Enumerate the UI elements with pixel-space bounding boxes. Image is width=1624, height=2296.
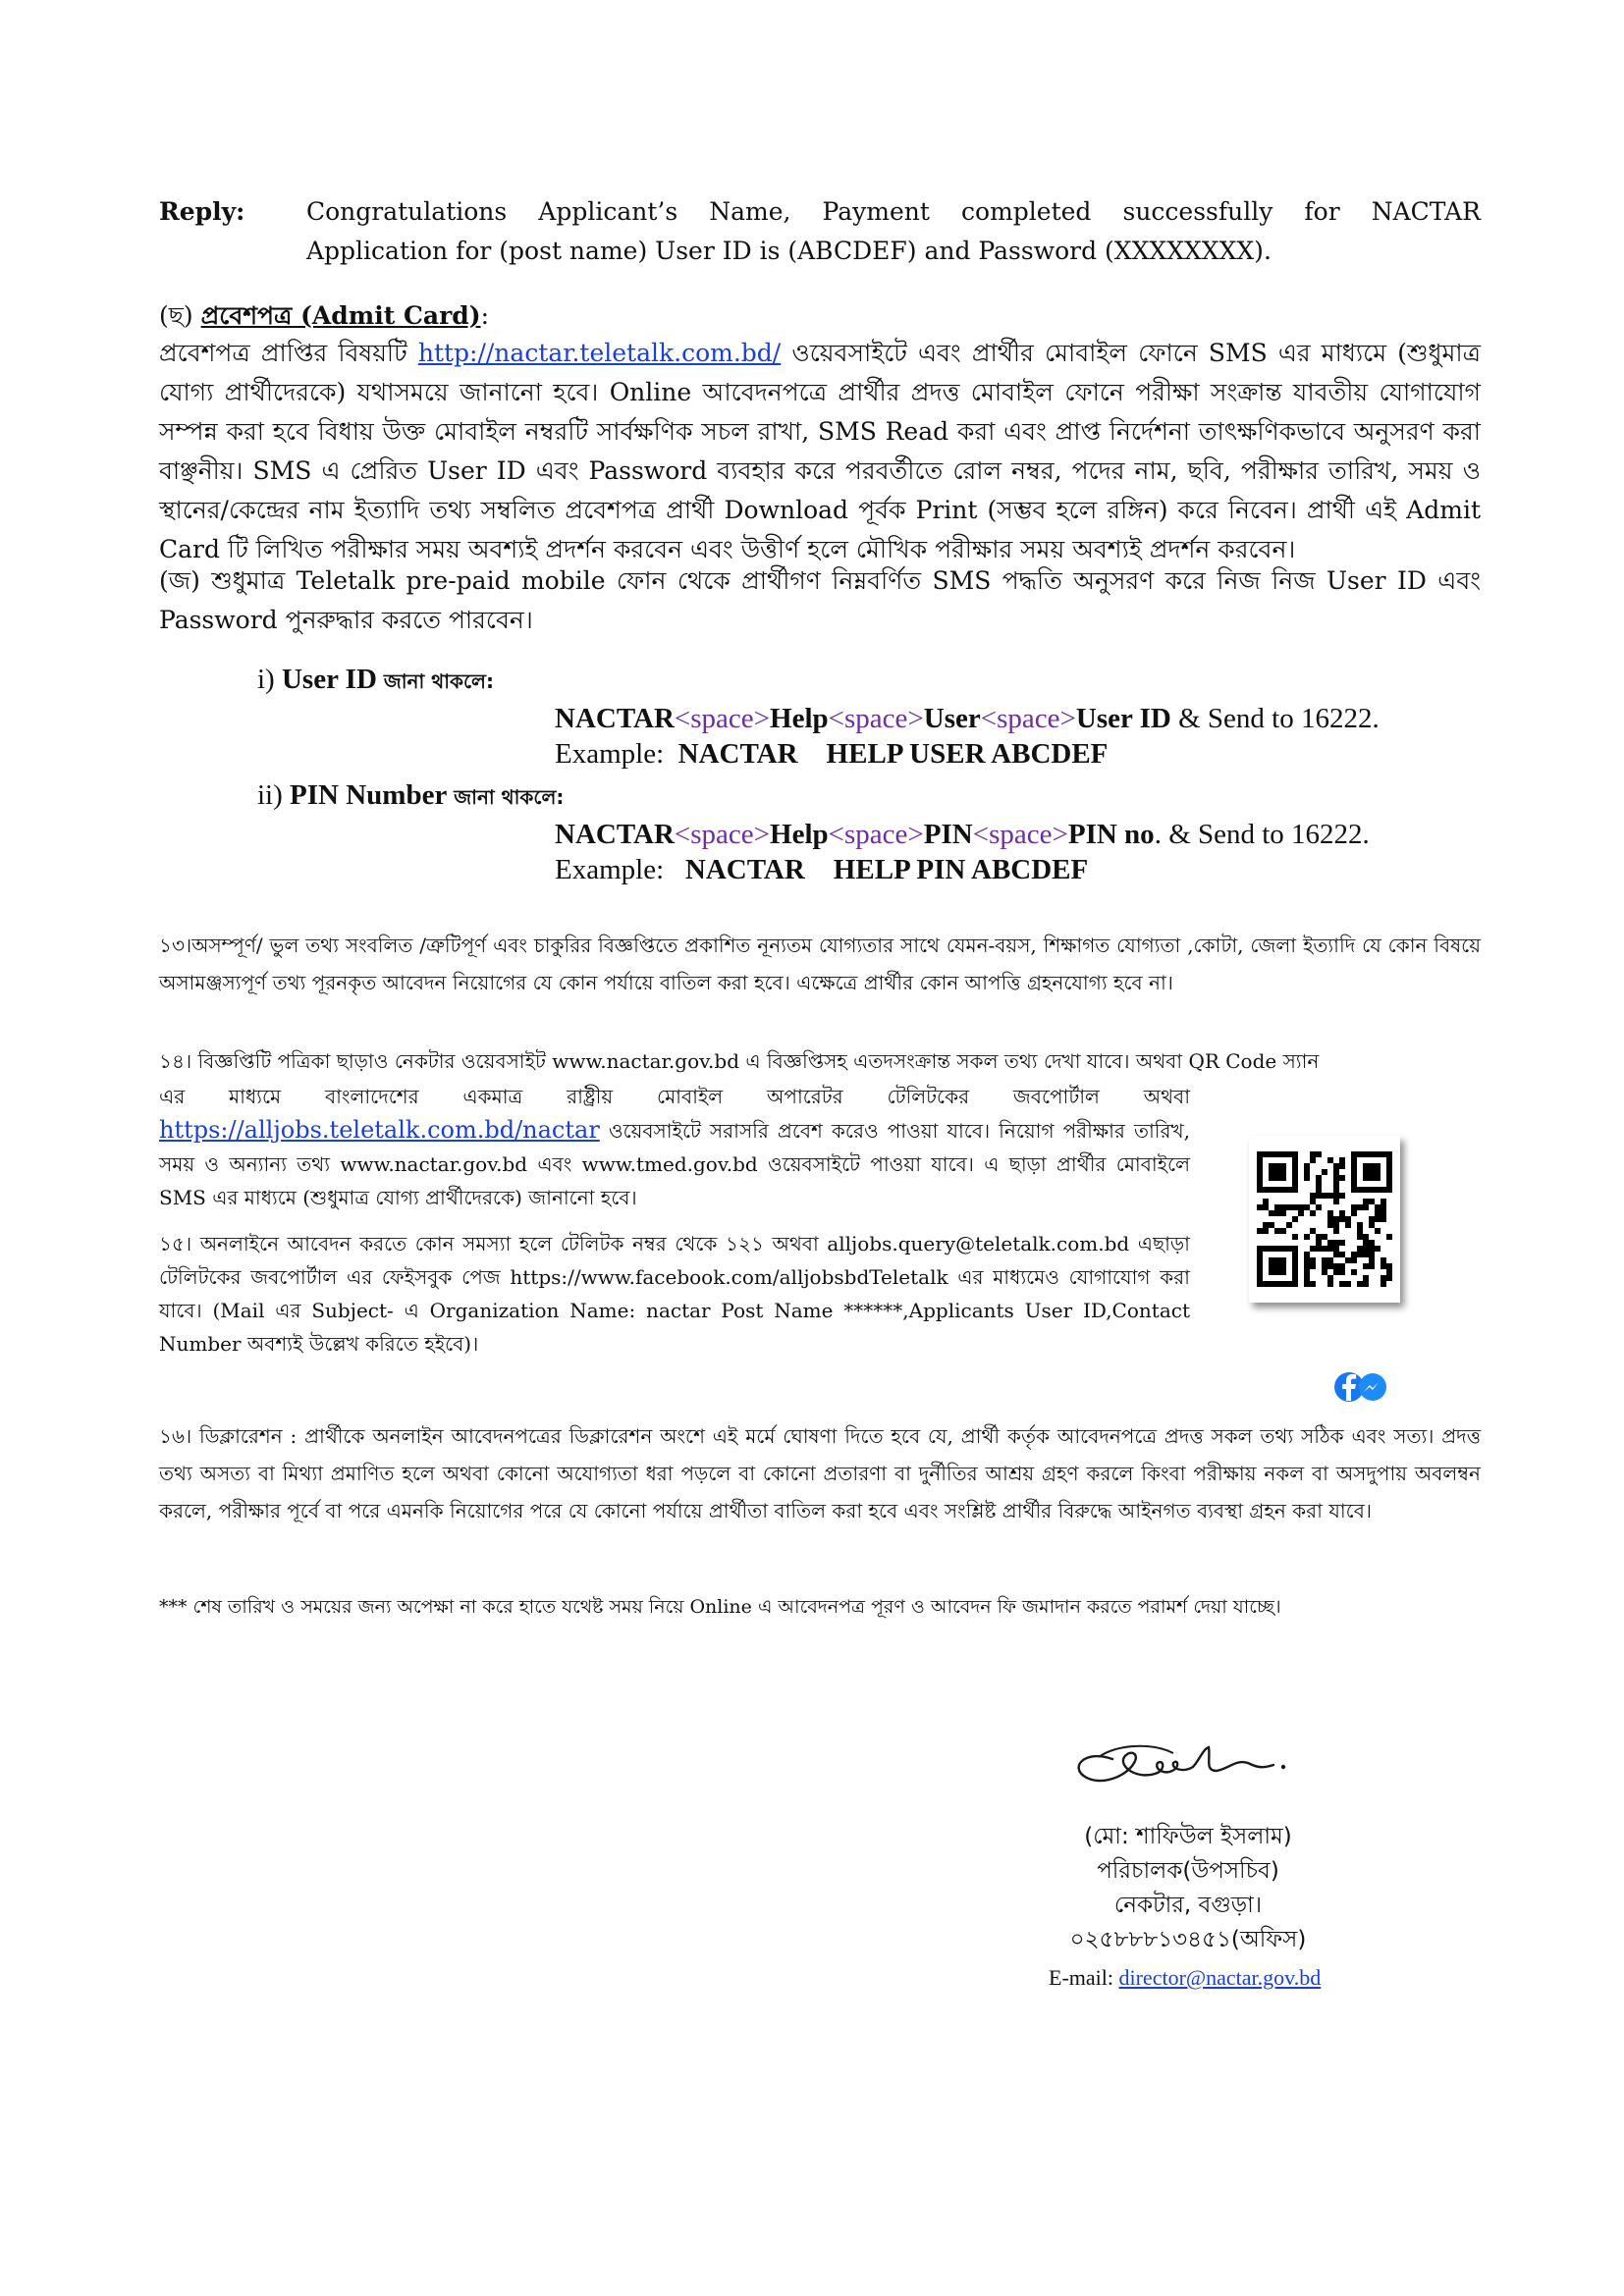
handwritten-signature xyxy=(1056,1720,1321,1808)
director-email-link[interactable]: director@nactar.gov.bd xyxy=(1118,1965,1322,1990)
reply-text xyxy=(306,192,1481,271)
reply-label: Reply: xyxy=(159,197,245,226)
messenger-icon[interactable] xyxy=(1359,1373,1386,1401)
signatory-office: নেকটার, বগুড়া। xyxy=(1113,1893,1263,1918)
clause-14-line-1: ১৪। বিজ্ঞপ্তিটি পত্রিকা ছাড়াও নেকটার ওয়েবসাইট www.nactar.gov.bd এ বিজ্ঞপ্তিসহ এতদসংক্রান্ত সকল তথ্য দেখা যাবে। অথবা QR Code স্যান xyxy=(159,1049,1320,1073)
reply-line-2: Application for (post name) User ID is (ABCDEF) and Password (XXXXXXXX). xyxy=(306,237,1272,265)
space-token: <space> xyxy=(828,819,924,850)
admit-paragraph: প্রবেশপত্র প্রাপ্তির বিষয়টি http://nactar.teletalk.com.bd/ ওয়েবসাইটে এবং প্রার্থীর মোবাইল ফোনে SMS এর মাধ্যমে (শুধুমাত্র যোগ্য প্রার্থীদেরকে) যথাসময়ে জানানো হবে। Online আবেদনপত্রে প্রার্থীর প্রদত্ত মোবাইল ফোনে পরীক্ষা সংক্রান্ত যাবতীয় যোগাযোগ সম্পন্ন করা হবে বিধায় উক্ত মোবাইল নম্বরটি সার্বক্ষণিক সচল রাখা, SMS Read করা এবং প্রাপ্ত নির্দেশনা তাৎক্ষণিকভাবে অনুসরণ করা বাঞ্ছনীয়। SMS এ প্রেরিত User ID এবং Password ব্যবহার করে পরবর্তীতে রোল নম্বর, পদের নাম, ছবি, পরীক্ষার তারিখ, সময় ও স্থানের/কেন্দ্রের নাম ইত্যাদি তথ্য সম্বলিত প্রবেশপত্র প্রার্থী Download পূর্বক Print (সম্ভব হলে রঙ্গিন) করে নিবেন। প্রার্থী এই Admit Card টি লিখিত পরীক্ষার সময় অবশ্যই প্রদর্শন করবেন এবং উত্তীর্ণ হলে মৌখিক পরীক্ষার সময় অবশ্যই প্রদর্শন করবেন। xyxy=(159,339,1481,563)
reply-line-1: Congratulations Applicant’s Name, Payment completed successfully for NACTAR xyxy=(306,197,1481,226)
signature-block xyxy=(1021,1820,1355,1957)
clause-13: ১৩।অসম্পূর্ণ/ ভুল তথ্য সংবলিত /ত্রুটিপূর্ণ এবং চাকুরির বিজ্ঞপ্তিতে প্রকাশিত নূন্যতম যোগ্যতার সাথে যেমন-বয়স, শিক্ষাগত যোগ্যতা ,কোটা, জেলা ইত্যাদি যে কোন বিষয়ে অসামঞ্জস্যপূর্ণ তথ্য পূরনকৃত আবেদন নিয়োগের যে কোন পর্যায়ে বাতিল করা হবে। এক্ষেত্রে প্রার্থীর কোন আপত্তি গ্রহনযোগ্য হবে না। xyxy=(159,934,1481,994)
sms-pin-example: Example: NACTAR HELP PIN ABCDEF xyxy=(555,854,1089,885)
clause-15: ১৫। অনলাইনে আবেদন করতে কোন সমস্যা হলে টেলিটক নম্বর থেকে ১২১ অথবা alljobs.query@teletalk.com.bd এছাড়া টেলিটকের জবপোর্টাল এর ফেইসবুক পেজ https://www.facebook.com/alljobsbdTeletalk এর মাধ্যমেও যোগাযোগ করা যাবে। (Mail এর Subject- এ Organization Name: nactar Post Name ******,Applicants User ID,Contact Number অবশ্যই উল্লেখ করিতে হইবে)। xyxy=(159,1232,1190,1356)
admit-heading-title: প্রবেশপত্র (Admit Card) xyxy=(200,301,481,330)
sms-userid-example: Example: NACTAR HELP USER ABCDEF xyxy=(555,738,1109,770)
nactar-teletalk-link[interactable]: http://nactar.teletalk.com.bd/ xyxy=(417,339,782,367)
signatory-name: (মো: শাফিউল ইসলাম) xyxy=(1084,1824,1292,1849)
signatory-phone: ০২৫৮৮৮১৩৪৫১(অফিস) xyxy=(1069,1927,1307,1952)
signatory-designation: পরিচালক(উপসচিব) xyxy=(1097,1858,1279,1884)
space-token: <space> xyxy=(972,819,1068,850)
space-token: <space> xyxy=(674,819,771,850)
space-token: <space> xyxy=(674,703,771,734)
qr-code-graphic xyxy=(1249,1136,1400,1303)
clause-14-rest: এর মাধ্যমে বাংলাদেশের একমাত্র রাষ্ট্রীয় মোবাইল অপারেটর টেলিটকের জবপোর্টাল অথবা https://alljobs.teletalk.com.bd/nactar ওয়েবসাইটে সরাসরি প্রবেশ করেও পাওয়া যাবে। নিয়োগ পরীক্ষার তারিখ, সময় ও অন্যান্য তথ্য www.nactar.gov.bd এবং www.tmed.gov.bd ওয়েবসাইটে পাওয়া যাবে। এ ছাড়া প্রার্থীর মোবাইলে SMS এর মাধ্যমে (শুধুমাত্র যোগ্য প্রার্থীদেরকে) জানানো হবে। xyxy=(159,1085,1190,1209)
alljobs-nactar-link[interactable]: https://alljobs.teletalk.com.bd/nactar xyxy=(159,1116,600,1144)
admit-heading: (ছ) প্রবেশপত্র (Admit Card): xyxy=(159,301,489,330)
final-note: *** শেষ তারিখ ও সময়ের জন্য অপেক্ষা না করে হাতে যথেষ্ট সময় নিয়ে Online এ আবেদনপত্র পূরণ ও আবেদন ফি জমাদান করতে পরামর্শ দেয়া যাচ্ছে। xyxy=(159,1596,1281,1618)
sms-userid-label: i) User ID জানা থাকলে: xyxy=(257,664,494,695)
sms-userid-format: NACTAR<space>Help<space>User<space>User ID & Send to 16222. xyxy=(555,703,1380,734)
social-icons xyxy=(1333,1367,1392,1407)
qr-code-icon xyxy=(1249,1136,1400,1303)
clause-16: ১৬। ডিক্লারেশন : প্রার্থীকে অনলাইন আবেদনপত্রের ডিক্লারেশন অংশে এই মর্মে ঘোষণা দিতে হবে যে, প্রার্থী কর্তৃক আবেদনপত্রে প্রদত্ত সকল তথ্য সঠিক এবং সত্য। প্রদত্ত তথ্য অসত্য বা মিথ্যা প্রমাণিত হলে অথবা কোনো অযোগ্যতা ধরা পড়লে বা কোনো প্রতারণা বা দুর্নীতির আশ্রয় গ্রহণ করলে কিংবা পরীক্ষায় নকল বা অসদুপায় অবলম্বন করলে, পরীক্ষার পূর্বে বা পরে এমনকি নিয়োগের পরে যে কোনো পর্যায়ে প্রার্থীতা বাতিল করা হবে এবং সংশ্লিষ্ট প্রার্থীর বিরুদ্ধে আইনগত ব্যবস্থা গ্রহন করা যাবে। xyxy=(159,1424,1481,1522)
signatory-email-line: E-mail: director@nactar.gov.bd xyxy=(1049,1965,1322,1990)
sms-pin-label: ii) PIN Number জানা থাকলে: xyxy=(257,779,565,811)
sms-pin-format: NACTAR<space>Help<space>PIN<space>PIN no. & Send to 16222. xyxy=(555,819,1370,850)
recover-paragraph: (জ) শুধুমাত্র Teletalk pre-paid mobile ফোন থেকে প্রার্থীগণ নিম্নবর্ণিত SMS পদ্ধতি অনুসরণ করে নিজ নিজ User ID এবং Password পুনরুদ্ধার করতে পারবেন। xyxy=(159,566,1481,634)
space-token: <space> xyxy=(828,703,924,734)
space-token: <space> xyxy=(980,703,1076,734)
